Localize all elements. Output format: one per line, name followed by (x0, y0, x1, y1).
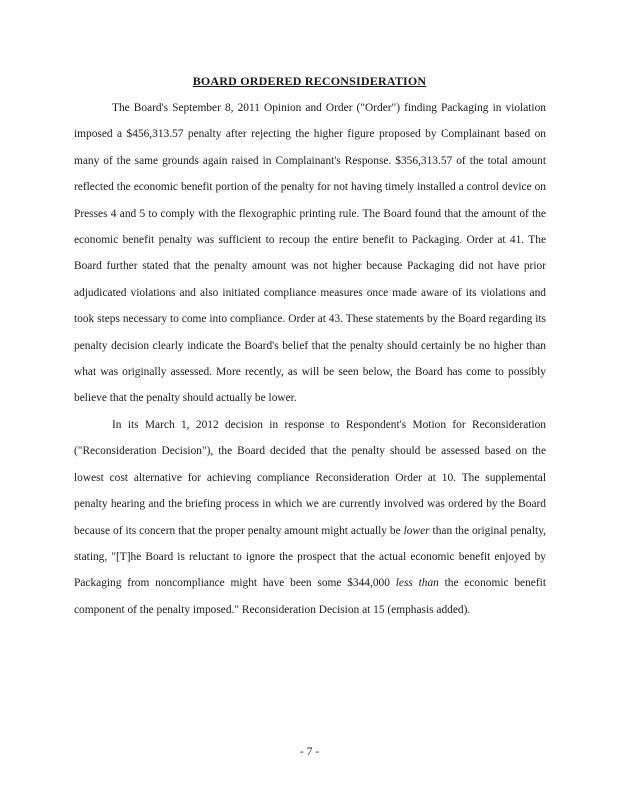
paragraph-text: than the original penalty, stating, "[T]he Board is reluctant to ignore the prospect that the actual economic benefit enjoyed by Packaging from noncompliance might have been some $344,000 (74, 524, 546, 590)
emphasis-lower: lower (403, 524, 430, 537)
page-number: - 7 - (299, 746, 320, 758)
document-body (74, 95, 546, 623)
section-heading: BOARD ORDERED RECONSIDERATION (192, 74, 427, 88)
paragraph-reconsideration (74, 412, 546, 623)
paragraph-text: the economic benefit component of the penalty imposed." Reconsideration Decision at 15 (emphasis added). (74, 577, 546, 616)
paragraph-order: The Board's September 8, 2011 Opinion and Order ("Order") finding Packaging in violation imposed a $456,313.57 penalty after rejecting the higher figure proposed by Complainant based on many of the same grounds again raised in Complainant's Response. $356,313.57 of the total amount reflected the economic benefit portion of the penalty for not having timely installed a control device on Presses 4 and 5 to comply with the flexographic printing rule. The Board found that the amount of the economic benefit penalty was sufficient to recoup the entire benefit to Packaging. Order at 41. The Board further stated that the penalty amount was not higher because Packaging did not have prior adjudicated violations and also initiated compliance measures once made aware of its violations and took steps necessary to come into compliance. Order at 43. These statements by the Board regarding its penalty decision clearly indicate the Board's belief that the penalty should certainly be no higher than what was originally assessed. More recently, as will be seen below, the Board has come to possibly believe that the penalty should actually be lower. (74, 102, 546, 405)
paragraph-text: In its March 1, 2012 decision in response to Respondent's Motion for Reconsideration ("Reconsideration Decision"), the Board decided that the penalty should be assessed based on the lowest cost alternative for achieving compliance Reconsideration Order at 10. The supplemental penalty hearing and the briefing process in which we are currently involved was ordered by the Board because of its concern that the proper penalty amount might actually be (74, 418, 546, 537)
emphasis-less-than: less than (395, 577, 439, 590)
